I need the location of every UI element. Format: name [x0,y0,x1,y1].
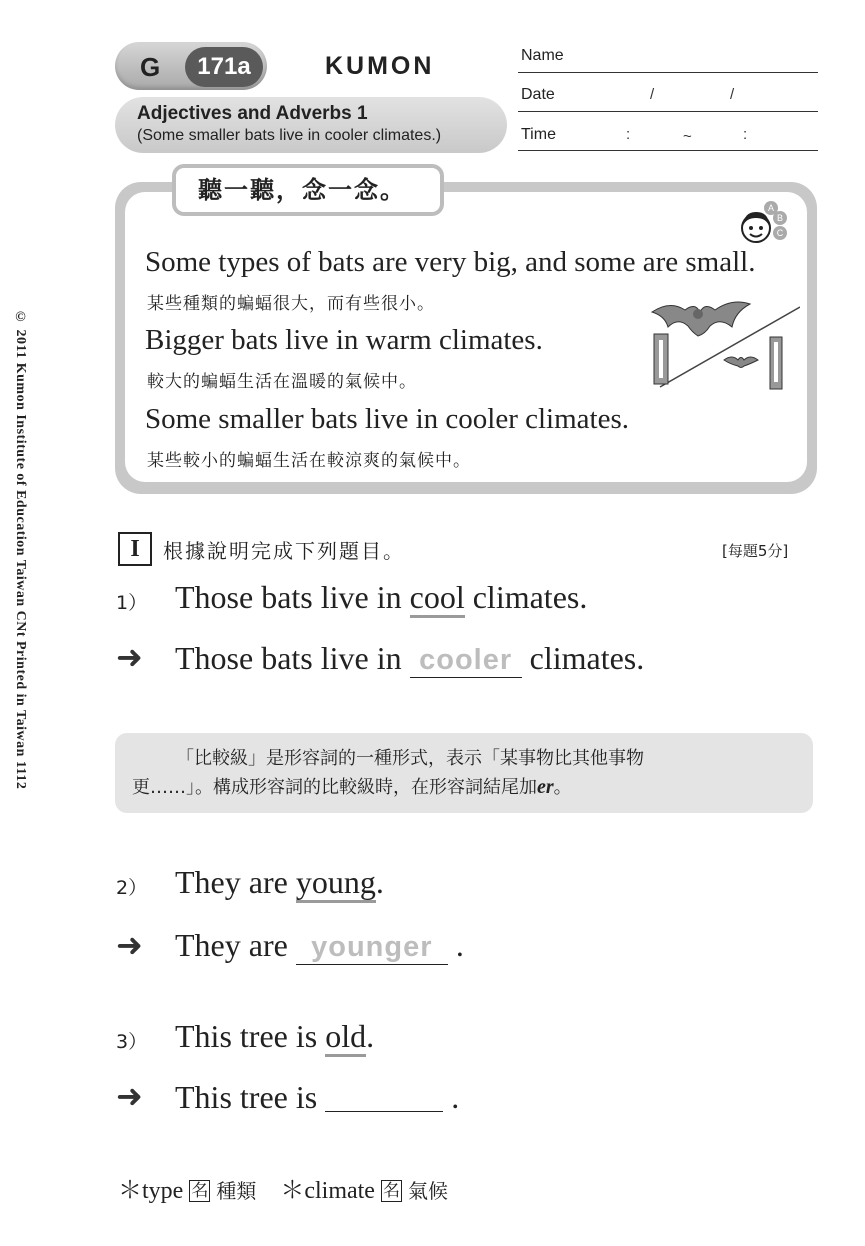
glossary-meaning: 種類 [216,1179,257,1203]
avatar-letter-a: A [767,203,775,213]
glossary-word: climate [304,1178,375,1204]
sentence-suffix: climates. [464,579,588,615]
date-field[interactable] [518,111,818,112]
answer-prefix: They are [175,927,296,963]
arrow-icon: ➜ [116,926,143,964]
copyright-notice: © 2011 Kumon Institute of Education Taiwan CNt Printed in Taiwan 1112 [13,310,28,790]
avatar-letter-c: C [776,228,784,238]
note-line-2 [132,773,802,802]
answer-sentence [175,640,644,678]
question-number: 2） [116,877,148,899]
noun-tag: 名 [191,1181,209,1201]
answer-input[interactable] [410,640,522,678]
target-word: cool [410,579,465,618]
kumon-logo: KUMON [325,52,435,80]
answer-suffix: climates. [521,640,645,676]
listen-translation-3: 某些較小的蝙蝠生活在較涼爽的氣候中。 [147,451,471,471]
listen-translation-2: 較大的蝙蝠生活在溫暖的氣候中。 [147,372,417,392]
note-suffix: er [537,776,554,798]
name-field[interactable] [518,72,818,73]
glossary-meaning: 氣候 [407,1179,448,1203]
grammar-note [132,745,802,802]
time-separator: : [626,126,631,143]
page-number: 171a [185,47,263,87]
section-number: I [118,532,152,566]
target-word: young [296,864,376,903]
worksheet-subtitle: (Some smaller bats live in cooler climates.) [137,127,442,144]
sentence-prefix: This tree is [175,1018,326,1054]
sentence-prefix: Those bats live in [175,579,410,615]
answer-sentence [175,1079,459,1116]
note-line-1: 「比較級」是形容詞的一種形式，表示「某事物比其他事物 [176,748,644,769]
answer-text: cooler [419,644,513,676]
sentence-suffix: . [366,1018,375,1054]
question-sentence [175,864,384,901]
answer-suffix: . [447,927,464,963]
listen-translation-1: 某些種類的蝙蝠很大，而有些很小。 [147,294,435,314]
note-end: 。 [553,777,572,798]
points-label: [每題5分] [722,542,789,560]
arrow-icon: ➜ [116,1077,143,1115]
question-number: 3） [116,1031,148,1053]
time-tilde: ~ [683,128,692,145]
answer-prefix: Those bats live in [175,640,410,676]
arrow-icon: ➜ [116,638,143,676]
sentence-prefix: They are [175,864,296,900]
name-label: Name [521,47,564,64]
answer-suffix: . [443,1079,460,1115]
glossary-word: type [142,1178,184,1204]
answer-text: younger [311,931,433,963]
note-line-2-text: 更……」。構成形容詞的比較級時，在形容詞結尾加 [132,777,537,798]
time-label: Time [521,126,556,143]
section-instruction: 根據說明完成下列題目。 [163,539,405,563]
worksheet-title: Adjectives and Adverbs 1 [137,103,368,124]
date-label: Date [521,86,555,103]
question-sentence [175,1018,374,1055]
time-separator: : [743,126,748,143]
listen-title: 聽一聽，念一念。 [198,175,406,204]
glossary-star: ＊ [118,1178,142,1204]
audio-kid-icon[interactable] [736,198,792,248]
answer-input[interactable] [325,1079,443,1112]
sentence-suffix: . [375,864,384,900]
date-separator: / [730,86,735,103]
listen-sentence-3: Some smaller bats live in cooler climates. [145,403,630,435]
bats-illustration [640,292,800,392]
level-letter: G [140,52,161,82]
answer-input[interactable] [296,927,448,965]
noun-tag: 名 [382,1181,400,1201]
question-sentence [175,579,587,616]
listen-sentence-1: Some types of bats are very big, and some are small. [145,246,756,278]
listen-sentence-2: Bigger bats live in warm climates. [145,324,543,356]
answer-prefix: This tree is [175,1079,326,1115]
answer-sentence [175,927,464,965]
time-field[interactable] [518,150,818,151]
target-word: old [325,1018,366,1057]
glossary-star: ＊ [280,1178,305,1204]
avatar-letter-b: B [776,213,784,223]
glossary [118,1170,448,1205]
question-number: 1） [116,592,148,614]
date-separator: / [650,86,655,103]
